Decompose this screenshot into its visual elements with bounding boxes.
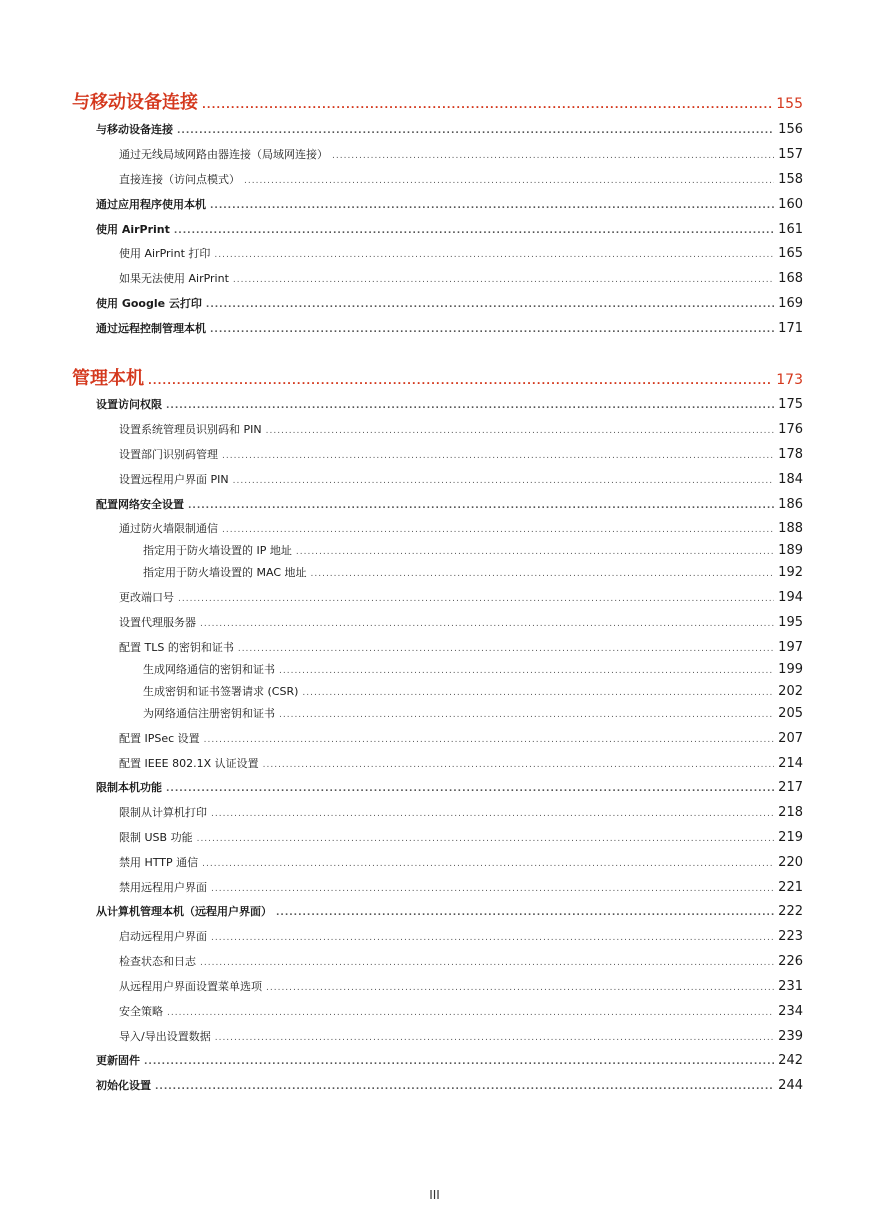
toc-entry-link[interactable] xyxy=(0,421,803,437)
toc-page-number: 234 xyxy=(778,1004,803,1019)
toc-dot-leader xyxy=(148,376,772,387)
toc-entry-link[interactable] xyxy=(0,614,803,630)
toc-entry-title: 检查状态和日志 xyxy=(119,955,196,968)
toc-page-number: 176 xyxy=(778,422,803,437)
toc-entry-title: 配置 IPSec 设置 xyxy=(119,732,200,745)
toc-entry-title: 通过远程控制管理本机 xyxy=(96,322,206,335)
toc-page-number: 156 xyxy=(778,122,803,137)
toc-page-number: 220 xyxy=(778,855,803,870)
toc-entry-title: 使用 AirPrint xyxy=(96,223,170,236)
toc-entry-link[interactable] xyxy=(0,879,803,895)
toc-page-number: 239 xyxy=(778,1029,803,1044)
toc-page-number: 194 xyxy=(778,590,803,605)
toc-entry-title: 更改端口号 xyxy=(119,591,174,604)
toc-dot-leader xyxy=(197,834,775,844)
toc-entry-link[interactable] xyxy=(0,661,803,677)
toc-page-number: 188 xyxy=(778,521,803,536)
toc-page-number: 221 xyxy=(778,880,803,895)
toc-page-number: 218 xyxy=(778,805,803,820)
toc-entry-link[interactable] xyxy=(0,520,803,536)
toc-dot-leader xyxy=(210,325,774,335)
toc-dot-leader xyxy=(211,884,774,894)
toc-entry-title: 如果无法使用 AirPrint xyxy=(119,272,229,285)
toc-dot-leader xyxy=(177,126,774,136)
toc-page-number: 178 xyxy=(778,447,803,462)
toc-entry-title: 通过无线局域网路由器连接（局域网连接） xyxy=(119,148,328,161)
toc-page-number: 186 xyxy=(778,497,803,512)
toc-page-number: 169 xyxy=(778,296,803,311)
toc-entry-link[interactable] xyxy=(0,245,803,261)
toc-entry-title: 限制从计算机打印 xyxy=(119,806,207,819)
toc-page-number: 175 xyxy=(778,397,803,412)
toc-page-number: 202 xyxy=(778,684,803,699)
toc-page-number: 195 xyxy=(778,615,803,630)
toc-page-number: 161 xyxy=(778,222,803,237)
toc-entry-title: 使用 Google 云打印 xyxy=(96,297,202,310)
toc-entry-title: 禁用 HTTP 通信 xyxy=(119,856,199,869)
toc-entry-link[interactable] xyxy=(0,446,803,462)
toc-page-number: 217 xyxy=(778,780,803,795)
toc-page-number: 214 xyxy=(778,756,803,771)
toc-page-number: 205 xyxy=(778,706,803,721)
toc-entry-title: 指定用于防火墙设置的 IP 地址 xyxy=(143,544,292,557)
toc-dot-leader xyxy=(166,401,774,411)
toc-entry-link[interactable] xyxy=(0,829,803,845)
toc-entry-link[interactable] xyxy=(0,854,803,870)
toc-entry-link[interactable] xyxy=(0,496,803,512)
toc-dot-leader xyxy=(200,958,774,968)
toc-dot-leader xyxy=(206,300,774,310)
toc-entry-link[interactable] xyxy=(0,755,803,771)
toc-entry-link[interactable] xyxy=(0,564,803,580)
toc-page-number: 173 xyxy=(776,372,803,388)
toc-page-number: 171 xyxy=(778,321,803,336)
toc-entry-title: 初始化设置 xyxy=(96,1079,151,1092)
toc-entry-link[interactable] xyxy=(0,270,803,286)
toc-entry-title: 管理本机 xyxy=(72,368,144,389)
toc-dot-leader xyxy=(204,735,775,745)
toc-dot-leader xyxy=(311,569,775,579)
toc-dot-leader xyxy=(202,859,774,869)
toc-page-number: 197 xyxy=(778,640,803,655)
toc-dot-leader xyxy=(279,710,774,720)
toc-entry-link[interactable] xyxy=(0,978,803,994)
toc-page-number: 158 xyxy=(778,172,803,187)
toc-page-number: 222 xyxy=(778,904,803,919)
toc-entry-title: 设置访问权限 xyxy=(96,398,162,411)
toc-dot-leader xyxy=(238,644,774,654)
toc-page-number: 165 xyxy=(778,246,803,261)
toc-entry-link[interactable] xyxy=(0,295,803,311)
toc-page-number: 244 xyxy=(778,1078,803,1093)
toc-page-number: 231 xyxy=(778,979,803,994)
toc-entry-title: 更新固件 xyxy=(96,1054,140,1067)
toc-entry-title: 通过应用程序使用本机 xyxy=(96,198,206,211)
toc-page-number: 219 xyxy=(778,830,803,845)
toc-dot-leader xyxy=(211,809,774,819)
toc-entry-title: 直接连接（访问点模式） xyxy=(119,173,240,186)
toc-dot-leader xyxy=(167,1008,774,1018)
toc-entry-title: 配置 TLS 的密钥和证书 xyxy=(119,641,234,654)
toc-entry-title: 配置网络安全设置 xyxy=(96,498,184,511)
toc-entry-link[interactable] xyxy=(0,471,803,487)
toc-entry-title: 配置 IEEE 802.1X 认证设置 xyxy=(119,757,259,770)
toc-dot-leader xyxy=(178,594,774,604)
toc-dot-leader xyxy=(202,100,772,111)
toc-page-number: 207 xyxy=(778,731,803,746)
toc-dot-leader xyxy=(276,908,774,918)
toc-dot-leader xyxy=(166,784,774,794)
toc-dot-leader xyxy=(174,226,774,236)
toc-dot-leader xyxy=(266,426,775,436)
toc-dot-leader xyxy=(210,201,774,211)
toc-dot-leader xyxy=(144,1057,774,1067)
toc-dot-leader xyxy=(222,525,774,535)
toc-entry-link[interactable] xyxy=(0,1003,803,1019)
toc-dot-leader xyxy=(233,275,774,285)
toc-entry-title: 限制 USB 功能 xyxy=(119,831,193,844)
toc-dot-leader xyxy=(233,476,775,486)
toc-entry-title: 设置部门识别码管理 xyxy=(119,448,218,461)
toc-dot-leader xyxy=(200,619,774,629)
toc-chapter-link[interactable] xyxy=(0,88,803,114)
toc-entry-link[interactable] xyxy=(0,320,803,336)
toc-entry-link[interactable] xyxy=(0,804,803,820)
toc-entry-link[interactable] xyxy=(0,121,803,137)
toc-entry-title: 安全策略 xyxy=(119,1005,163,1018)
toc-dot-leader xyxy=(211,933,774,943)
toc-dot-leader xyxy=(296,547,774,557)
toc-entry-link[interactable] xyxy=(0,928,803,944)
toc-entry-link[interactable] xyxy=(0,221,803,237)
toc-page-number: 160 xyxy=(778,197,803,212)
toc-entry-title: 使用 AirPrint 打印 xyxy=(119,247,211,260)
toc-entry-title: 从远程用户界面设置菜单选项 xyxy=(119,980,262,993)
toc-entry-title: 设置代理服务器 xyxy=(119,616,196,629)
toc-dot-leader xyxy=(266,983,774,993)
toc-dot-leader xyxy=(279,666,774,676)
toc-entry-title: 启动远程用户界面 xyxy=(119,930,207,943)
toc-page-number: 223 xyxy=(778,929,803,944)
toc-page-number: 192 xyxy=(778,565,803,580)
toc-dot-leader xyxy=(332,151,774,161)
toc-entry-title: 导入/导出设置数据 xyxy=(119,1030,211,1043)
toc-page-number: 168 xyxy=(778,271,803,286)
toc-entry-link[interactable] xyxy=(0,705,803,721)
toc-entry-link[interactable] xyxy=(0,589,803,605)
page-number: III xyxy=(429,1188,440,1202)
toc-entry-title: 指定用于防火墙设置的 MAC 地址 xyxy=(143,566,307,579)
toc-page-number: 184 xyxy=(778,472,803,487)
toc-page-number: 157 xyxy=(778,147,803,162)
toc-entry-link[interactable] xyxy=(0,146,803,162)
toc-page-number: 189 xyxy=(778,543,803,558)
toc-entry-title: 通过防火墙限制通信 xyxy=(119,522,218,535)
toc-entry-title: 为网络通信注册密钥和证书 xyxy=(143,707,275,720)
toc-page-number: 155 xyxy=(776,96,803,112)
toc-entry-link[interactable] xyxy=(0,730,803,746)
toc-dot-leader xyxy=(263,760,775,770)
toc-entry-link[interactable] xyxy=(0,1077,803,1093)
toc-entry-title: 与移动设备连接 xyxy=(96,123,173,136)
toc-entry-title: 限制本机功能 xyxy=(96,781,162,794)
toc-entry-link[interactable] xyxy=(0,779,803,795)
toc-entry-link[interactable] xyxy=(0,953,803,969)
toc-dot-leader xyxy=(155,1082,774,1092)
toc-dot-leader xyxy=(244,176,774,186)
toc-dot-leader xyxy=(215,1033,774,1043)
toc-entry-link[interactable] xyxy=(0,1028,803,1044)
toc-entry-link[interactable] xyxy=(0,171,803,187)
toc-entry-title: 禁用远程用户界面 xyxy=(119,881,207,894)
toc-entry-title: 生成网络通信的密钥和证书 xyxy=(143,663,275,676)
toc-entry-link[interactable] xyxy=(0,683,803,699)
toc-entry-link[interactable] xyxy=(0,903,803,919)
toc-dot-leader xyxy=(188,501,774,511)
toc-dot-leader xyxy=(222,451,774,461)
toc-entry-link[interactable] xyxy=(0,542,803,558)
toc-entry-title: 设置远程用户界面 PIN xyxy=(119,473,229,486)
toc-entry-title: 生成密钥和证书签署请求 (CSR) xyxy=(143,685,299,698)
toc-entry-title: 与移动设备连接 xyxy=(72,92,198,113)
toc-entry-link[interactable] xyxy=(0,196,803,212)
toc-entry-link[interactable] xyxy=(0,396,803,412)
toc-entry-title: 设置系统管理员识别码和 PIN xyxy=(119,423,262,436)
toc-page-number: 226 xyxy=(778,954,803,969)
toc-dot-leader xyxy=(214,250,774,260)
toc-chapter-link[interactable] xyxy=(0,364,803,390)
toc-entry-link[interactable] xyxy=(0,1052,803,1068)
toc-dot-leader xyxy=(302,688,774,698)
toc-page-number: 199 xyxy=(778,662,803,677)
toc-page-number: 242 xyxy=(778,1053,803,1068)
toc-entry-title: 从计算机管理本机（远程用户界面） xyxy=(96,905,272,918)
toc-entry-link[interactable] xyxy=(0,639,803,655)
